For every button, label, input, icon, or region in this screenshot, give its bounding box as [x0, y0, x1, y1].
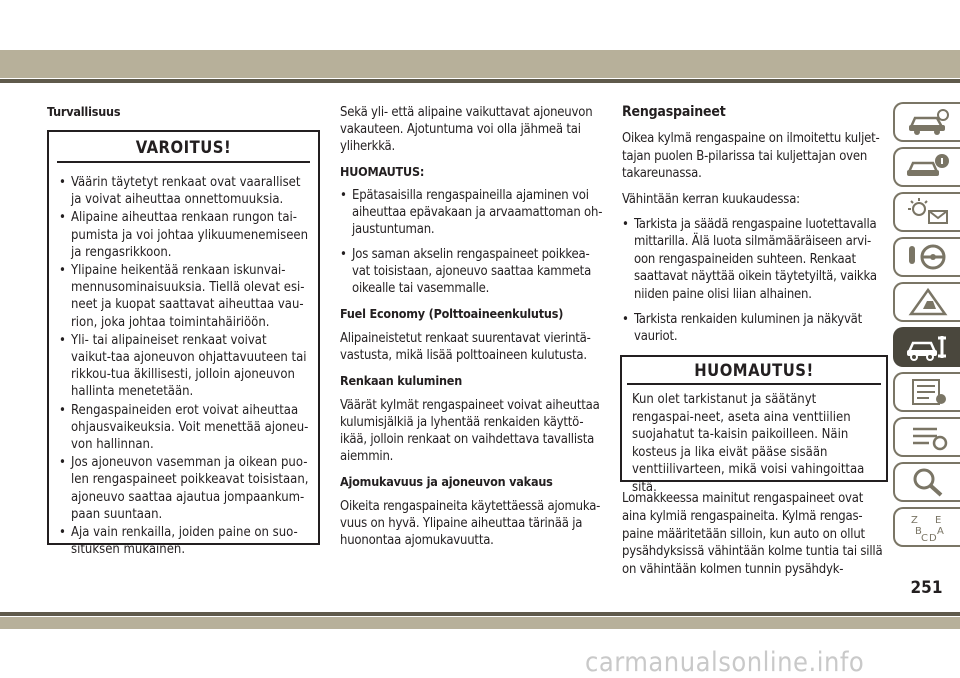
paragraph-cold-definition: Lomakkeessa mainitut rengaspaineet ovat aina kylmiä rengaspaineita. Kylmä rengas-paine määritetään silloin, kun auto on ollut pysähdyksissä vähintään kolme tuntia tai sillä on vähintään kolmen tunnin pysähdyk- — [622, 491, 883, 578]
right-column — [622, 104, 888, 353]
heading-tire-pressures: Rengaspaineet — [622, 104, 726, 120]
note-item: • Jos saman akselin rengaspaineet poikkea-vat toisistaan, ajoneuvo saattaa kammeta oikealle tai vasemmalle. — [340, 246, 604, 297]
warning-item: • Jos ajoneuvon vasemman ja oikean puo-len rengaspaineet poikkeavat toisistaan, ajoneuvo saattaa ajautua jompaankum-paan suuntaan. — [59, 454, 310, 523]
tab-warning-lights[interactable] — [893, 192, 960, 232]
warning-title: VAROITUS! — [57, 132, 310, 163]
tab-emergency[interactable] — [893, 282, 960, 322]
tab-customer-info[interactable] — [893, 417, 960, 457]
warning-item: • Ylipaine heikentää renkaan iskunvai-mennusominaisuuksia. Tiellä olevat esi-neet ja kuopat saattavat aiheuttaa vau-rion, joka johtaa toimintahäiriöön. — [59, 262, 310, 331]
warning-lights-icon — [905, 197, 951, 227]
right-column-bottom — [622, 490, 888, 587]
warning-item: • Yli- tai alipaineiset renkaat voivat vaikut-taa ajoneuvon ohjattavuuteen tai rikkou-tua äkillisesti, jolloin ajoneuvon hallinta menetetään. — [59, 332, 310, 401]
note-box-title: HUOMAUTUS! — [627, 357, 881, 385]
index-letter: Z — [910, 515, 918, 526]
paragraph-fuel: Alipaineistetut renkaat suurentavat vierintä-vastusta, mikä lisää polttoaineen kulutusta. — [340, 331, 591, 363]
magnifier-icon — [905, 467, 951, 497]
note-item: • Epätasaisilla rengaspaineilla ajaminen voi aiheuttaa epävakaan ja arvaamattoman oh-jaustuntuman. — [340, 187, 604, 238]
warning-item: • Aja vain renkailla, joiden paine on suo-situksen mukainen. — [59, 524, 310, 558]
footer-band — [0, 617, 960, 629]
page-number: 251 — [910, 578, 943, 598]
index-letter: A — [936, 526, 944, 537]
tab-vehicle-info[interactable] — [893, 147, 960, 187]
warning-list — [49, 174, 318, 558]
tab-vehicle[interactable] — [893, 102, 960, 142]
steering-wheel-icon — [905, 242, 951, 272]
middle-column — [340, 104, 604, 557]
section-heading-safety: Turvallisuus — [47, 104, 121, 119]
warning-box — [47, 130, 320, 558]
watermark: carmanualsonline.info — [585, 647, 865, 678]
paragraph-wear: Väärät kylmät rengaspaineet voivat aiheuttaa kulumisjälkiä ja lyhentää renkaiden käyttö-ikää, jolloin renkaat on vaihdettava tavallista aiemmin. — [340, 398, 600, 464]
road-hazard-icon — [905, 287, 951, 317]
index-letter: D — [928, 533, 937, 542]
warning-item: • Rengaspaineiden erot voivat aiheuttaa ohjausvaikeuksia. Voit menettää ajoneu-von hallinnan. — [59, 402, 310, 454]
paragraph-monthly: Vähintään kerran kuukaudessa: — [622, 191, 800, 207]
note-box-text: Kun olet tarkistanut ja säätänyt rengaspai-neet, aseta aina venttiilien suojahatut ta-kaisin paikoilleen. Näin kosteus ja lika eivät pääse sisään venttiilivarteen, mikä voisi vahingoittaa sitä. — [632, 392, 865, 495]
tab-search[interactable] — [893, 462, 960, 502]
checklist-icon — [905, 377, 951, 407]
paragraph-intro: Sekä yli- että alipaine vaikuttavat ajoneuvon vakauteen. Ajotuntuma voi olla jähmeä tai yliherkkä. — [340, 105, 593, 154]
paragraph-cold-pressure: Oikea kylmä rengaspaine on ilmoitettu kuljet-tajan puolen B-pilarissa tai kuljettajan oven takareunassa. — [622, 131, 880, 181]
car-wrench-icon — [905, 332, 951, 362]
heading-fuel-economy: Fuel Economy (Polttoaineenkulutus) — [340, 306, 564, 321]
heading-ride-comfort: Ajomukavuus ja ajoneuvon vakaus — [340, 474, 553, 489]
left-column — [47, 103, 322, 128]
footer-rule — [0, 612, 960, 616]
warning-item: • Alipaine aiheuttaa renkaan rungon tai-pumista ja voi johtaa ylikuumenemiseen ja rengasrikkoon. — [59, 209, 310, 261]
warning-item: • Väärin täytetyt renkaat ovat vaaralliset ja voivat aiheuttaa onnettomuuksia. — [59, 174, 310, 208]
note-label: HUOMAUTUS: — [340, 164, 425, 179]
tab-specifications[interactable] — [893, 372, 960, 412]
header-band — [0, 50, 960, 78]
alphabet-index-icon — [905, 512, 951, 542]
index-letter: E — [934, 515, 941, 526]
check-item: • Tarkista ja säädä rengaspaine luotettavalla mittarilla. Älä luota silmämääräiseen arvi-oon rengaspaineiden suhteen. Renkaat saattavat näyttää oikein täytetyiltä, vaikka niiden paine olisi liian alhainen. — [622, 216, 888, 304]
note-box — [620, 355, 888, 495]
chapter-tabs — [893, 102, 960, 552]
index-letter: C — [920, 533, 928, 542]
tab-driving[interactable] — [893, 237, 960, 277]
car-info-icon — [905, 152, 951, 182]
check-item: • Tarkista renkaiden kuluminen ja näkyvät vauriot. — [622, 311, 888, 345]
paragraph-ride: Oikeita rengaspaineita käytettäessä ajomuka-vuus on hyvä. Ylipaine aiheuttaa tärinää ja huonontaa ajomukavuutta. — [340, 499, 601, 548]
index-letter: B — [914, 526, 922, 537]
tab-service-maintenance[interactable] — [893, 327, 960, 367]
car-icon — [905, 107, 951, 137]
heading-tire-wear: Renkaan kuluminen — [340, 373, 463, 388]
tab-index[interactable] — [893, 507, 960, 547]
settings-list-icon — [905, 422, 951, 452]
header-rule — [0, 79, 960, 83]
